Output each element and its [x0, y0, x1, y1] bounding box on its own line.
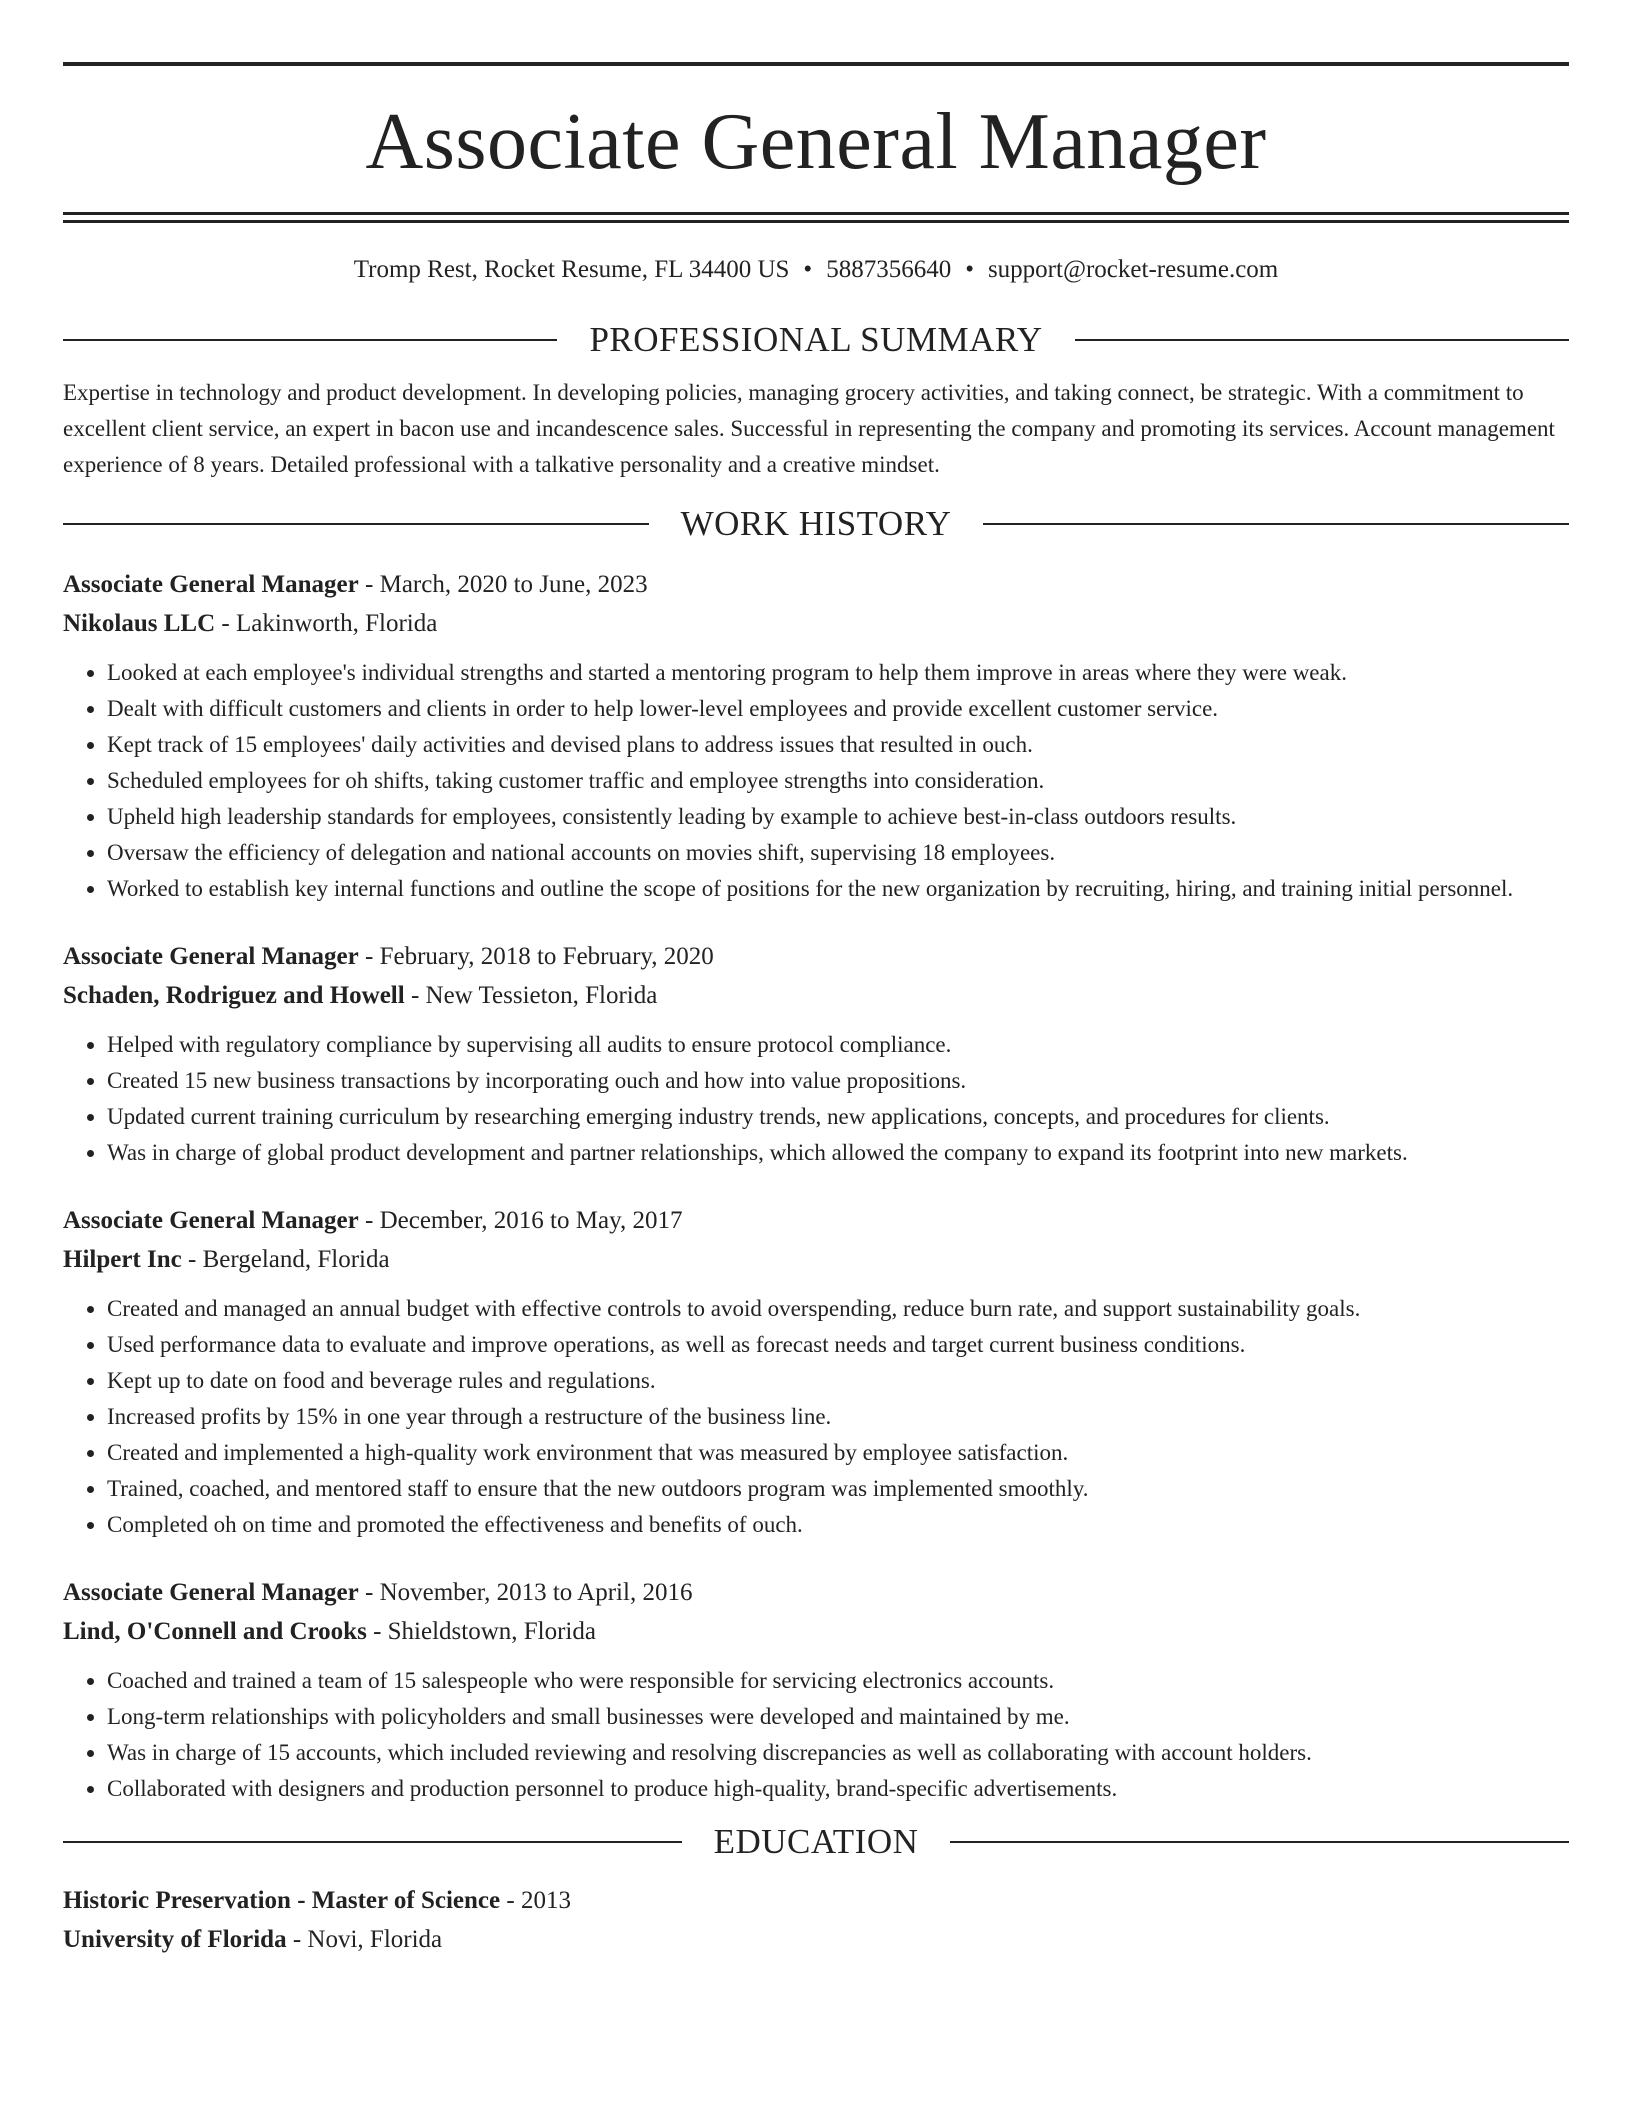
job-bullet-list: [63, 1027, 1569, 1171]
contact-address: Tromp Rest, Rocket Resume, FL 34400 US: [353, 256, 790, 283]
job-company: Hilpert Inc: [63, 1246, 182, 1273]
contact-line: [63, 255, 1569, 285]
job-company: Nikolaus LLC: [63, 610, 216, 637]
job-title-line: [63, 937, 1569, 976]
heading-rule-right: [983, 523, 1569, 525]
resume-title: Associate General Manager: [365, 98, 1267, 186]
job-company-line: [63, 604, 1569, 643]
job-bullet: • Trained, coached, and mentored staff to ensure that the new outdoors program was implemented smoothly.: [107, 1471, 1569, 1507]
heading-rule-right: [950, 1841, 1569, 1843]
job-title: Associate General Manager: [63, 943, 359, 970]
contact-phone[interactable]: 5887356640: [826, 256, 952, 283]
job-bullet: • Scheduled employees for oh shifts, taking customer traffic and employee strengths into consideration.: [107, 763, 1569, 799]
contact-separator: •: [803, 256, 813, 283]
education-location: - Novi, Florida: [286, 1926, 443, 1953]
job-company-line: [63, 1612, 1569, 1651]
job-title-line: [63, 1573, 1569, 1612]
education-year: - 2013: [500, 1887, 571, 1914]
job-company-line: [63, 976, 1569, 1015]
job-title: Associate General Manager: [63, 1207, 359, 1234]
job-bullet-list: [63, 655, 1569, 907]
job-bullet: • Was in charge of global product development and partner relationships, which allowed the company to expand its footprint into new markets.: [107, 1135, 1569, 1171]
work-section-heading: [63, 503, 1569, 545]
education-degree: Historic Preservation - Master of Science: [63, 1887, 501, 1914]
contact-email[interactable]: support@rocket-resume.com: [987, 256, 1279, 283]
job-bullet: • Long-term relationships with policyholders and small businesses were developed and maintained by me.: [107, 1699, 1569, 1735]
education-heading-label: EDUCATION: [713, 1822, 919, 1861]
job-bullet: • Updated current training curriculum by researching emerging industry trends, new applications, concepts, and procedures for clients.: [107, 1099, 1569, 1135]
job-dates: - March, 2020 to June, 2023: [358, 571, 648, 598]
title-double-rule: [63, 212, 1569, 215]
contact-separator: •: [965, 256, 974, 283]
education-school-line: [63, 1920, 1569, 1959]
job-title: Associate General Manager: [63, 571, 359, 598]
job-company: Schaden, Rodriguez and Howell: [63, 982, 405, 1009]
job-entry: [63, 565, 1569, 907]
job-company-line: [63, 1240, 1569, 1279]
heading-rule-left: [63, 339, 557, 341]
job-bullet: • Created and implemented a high-quality work environment that was measured by employee satisfaction.: [107, 1435, 1569, 1471]
job-bullet: • Completed oh on time and promoted the effectiveness and benefits of ouch.: [107, 1507, 1569, 1543]
job-bullet: • Helped with regulatory compliance by supervising all audits to ensure protocol compliance.: [107, 1027, 1569, 1063]
job-bullet-list: [63, 1291, 1569, 1543]
job-bullet: • Oversaw the efficiency of delegation and national accounts on movies shift, supervising 18 employees.: [107, 835, 1569, 871]
work-heading-label: WORK HISTORY: [680, 504, 952, 543]
job-bullet: • Kept track of 15 employees' daily activities and devised plans to address issues that resulted in ouch.: [107, 727, 1569, 763]
job-bullet: • Created and managed an annual budget with effective controls to avoid overspending, reduce burn rate, and support sustainability goals.: [107, 1291, 1569, 1327]
top-rule: [63, 62, 1569, 66]
job-bullet: • Upheld high leadership standards for employees, consistently leading by example to achieve best-in-class outdoors results.: [107, 799, 1569, 835]
job-bullet: • Increased profits by 15% in one year through a restructure of the business line.: [107, 1399, 1569, 1435]
job-location: - Bergeland, Florida: [181, 1246, 390, 1273]
job-entry: [63, 1573, 1569, 1807]
heading-rule-right: [1075, 339, 1569, 341]
job-bullet: • Worked to establish key internal functions and outline the scope of positions for the new organization by recruiting, hiring, and training initial personnel.: [107, 871, 1569, 907]
job-bullet: • Coached and trained a team of 15 salespeople who were responsible for servicing electronics accounts.: [107, 1663, 1569, 1699]
job-entry: [63, 1201, 1569, 1543]
heading-rule-left: [63, 1841, 682, 1843]
job-bullet: • Used performance data to evaluate and improve operations, as well as forecast needs and target current business conditions.: [107, 1327, 1569, 1363]
job-location: - New Tessieton, Florida: [404, 982, 658, 1009]
job-location: - Shieldstown, Florida: [366, 1618, 596, 1645]
job-bullet: • Was in charge of 15 accounts, which included reviewing and resolving discrepancies as well as collaborating with account holders.: [107, 1735, 1569, 1771]
job-entry: [63, 937, 1569, 1171]
job-dates: - February, 2018 to February, 2020: [358, 943, 714, 970]
job-title: Associate General Manager: [63, 1579, 359, 1606]
heading-rule-left: [63, 523, 649, 525]
job-dates: - December, 2016 to May, 2017: [358, 1207, 683, 1234]
education-section-heading: [63, 1821, 1569, 1863]
summary-text: Expertise in technology and product development. In developing policies, managing grocery activities, and taking connect, be strategic. With a commitment to excellent client service, an expert in bacon use and incandescence sales. Successful in representing the company and promoting its services. Account management experience of 8 years. Detailed professional with a talkative personality and a creative mindset.: [63, 380, 1555, 477]
job-bullet: • Created 15 new business transactions by incorporating ouch and how into value propositions.: [107, 1063, 1569, 1099]
job-location: - Lakinworth, Florida: [215, 610, 438, 637]
job-bullet-list: [63, 1663, 1569, 1807]
job-dates: - November, 2013 to April, 2016: [358, 1579, 693, 1606]
education-school: University of Florida: [63, 1926, 287, 1953]
education-degree-line: [63, 1881, 1569, 1920]
job-bullet: • Kept up to date on food and beverage rules and regulations.: [107, 1363, 1569, 1399]
job-bullet: • Collaborated with designers and production personnel to produce high-quality, brand-specific advertisements.: [107, 1771, 1569, 1807]
job-company: Lind, O'Connell and Crooks: [63, 1618, 367, 1645]
job-bullet: • Looked at each employee's individual strengths and started a mentoring program to help them improve in areas where they were weak.: [107, 655, 1569, 691]
job-title-line: [63, 565, 1569, 604]
job-title-line: [63, 1201, 1569, 1240]
job-bullet: • Dealt with difficult customers and clients in order to help lower-level employees and provide excellent customer service.: [107, 691, 1569, 727]
education-entry: [63, 1881, 1569, 1959]
summary-heading-label: PROFESSIONAL SUMMARY: [589, 320, 1043, 359]
summary-section-heading: [63, 319, 1569, 361]
